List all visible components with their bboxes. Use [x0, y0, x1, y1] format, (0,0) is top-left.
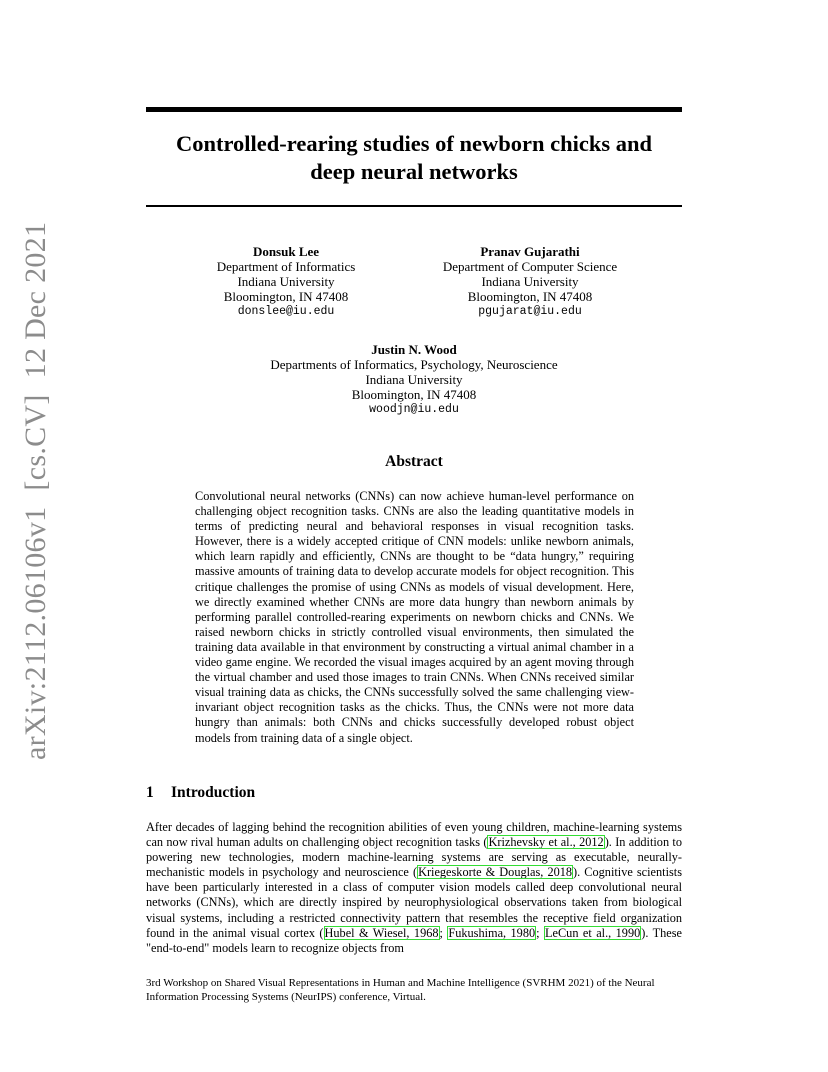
author-location: Bloomington, IN 47408 [223, 289, 349, 304]
arxiv-date: 12 Dec 2021 [19, 221, 52, 379]
author-email[interactable]: donslee@iu.edu [237, 305, 335, 318]
footnote: 3rd Workshop on Shared Visual Representations in Human and Machine Intelligence (SVRHM 2021) of the Neural Information Processing Systems (NeurIPS) conference, Virtual. [146, 977, 655, 1003]
author-institution: Indiana University [365, 372, 463, 387]
title-line-1: Controlled-rearing studies of newborn chicks and [175, 131, 653, 156]
citation-link[interactable]: Fukushima, 1980 [448, 925, 536, 940]
intro-text-segment: ). These "end-to-end" models learn to recognize objects from [146, 925, 682, 955]
arxiv-stamp [19, 206, 53, 760]
author-location: Bloomington, IN 47408 [467, 289, 593, 304]
section-number: 1 [146, 784, 154, 801]
author-block-gujarathi [410, 244, 650, 319]
author-email[interactable]: woodjn@iu.edu [369, 403, 459, 416]
section-title: Introduction [171, 784, 256, 801]
author-institution: Indiana University [237, 274, 335, 289]
author-location: Bloomington, IN 47408 [351, 387, 477, 402]
author-name: Pranav Gujarathi [480, 244, 580, 259]
arxiv-id: arXiv:2112.06106v1 [19, 506, 52, 760]
author-institution: Indiana University [481, 274, 579, 289]
paper-title [146, 130, 682, 186]
intro-text-segment: ). In addition to powering new technologies, modern machine-learning systems are serving as executable, neurally-mechanistic models in psychology and neuroscience ( [146, 835, 682, 880]
citation-link[interactable]: Kriegeskorte & Douglas, 2018 [418, 865, 573, 880]
abstract-heading: Abstract [385, 453, 443, 470]
author-block-wood [214, 342, 614, 417]
author-email[interactable]: pgujarat@iu.edu [478, 305, 582, 318]
intro-text-segment: ). Cognitive scientists have been particularly interested in a class of computer vision models called deep convolutional neural networks (CNNs), which are directly inspired by neurophysiological observations taken from biological visual systems, including a restricted connectivity pattern that resembles the receptive field organization found in the animal visual cortex ( [146, 865, 682, 940]
intro-text-segment: ; [439, 925, 448, 940]
title-line-2: deep neural networks [310, 159, 518, 184]
author-department: Department of Computer Science [442, 259, 618, 274]
citation-link[interactable]: Krizhevsky et al., 2012 [488, 835, 604, 850]
author-name: Justin N. Wood [371, 342, 457, 357]
intro-text-segment: ; [536, 925, 544, 940]
citation-link[interactable]: LeCun et al., 1990 [545, 925, 641, 940]
section-heading-introduction [146, 784, 255, 802]
abstract-text: Convolutional neural networks (CNNs) can now achieve human-level performance on challenging object recognition tasks. CNNs are also the leading quantitative models in terms of predicting neural and behavioral responses in visual recognition tasks. However, there is a widely accepted critique of CNN models: unlike newborn animals, which learn rapidly and efficiently, CNNs are thought to be “data hungry,” requiring massive amounts of training data to develop accurate models for object recognition. This critique challenges the promise of using CNNs as models of visual development. Here, we directly examined whether CNNs are more data hungry than newborn animals by performing parallel controlled-rearing experiments on newborn chicks and CNNs. We raised newborn chicks in strictly controlled visual environments, then simulated the training data available in that environment by constructing a virtual animal chamber in a video game engine. We recorded the visual images acquired by an agent moving through the virtual chamber and used those images to train CNNs. When CNNs received similar visual training data as chicks, the CNNs successfully solved the same challenging view-invariant object recognition tasks as the chicks. Thus, the CNNs were not more data hungry than animals: both CNNs and chicks successfully developed robust object models from training data of a single object. [195, 489, 634, 745]
title-top-rule [146, 107, 682, 112]
arxiv-category: [cs.CV] [19, 394, 52, 491]
citation-link[interactable]: Hubel & Wiesel, 1968 [324, 925, 439, 940]
intro-text-segment: After decades of lagging behind the recognition abilities of even young children, machine-learning systems can now rival human adults on challenging object recognition tasks ( [146, 820, 682, 850]
author-block-lee [186, 244, 386, 319]
introduction-paragraph [146, 820, 682, 956]
title-bottom-rule [146, 205, 682, 207]
author-department: Department of Informatics [216, 259, 356, 274]
author-department: Departments of Informatics, Psychology, Neuroscience [270, 357, 558, 372]
author-name: Donsuk Lee [252, 244, 320, 259]
